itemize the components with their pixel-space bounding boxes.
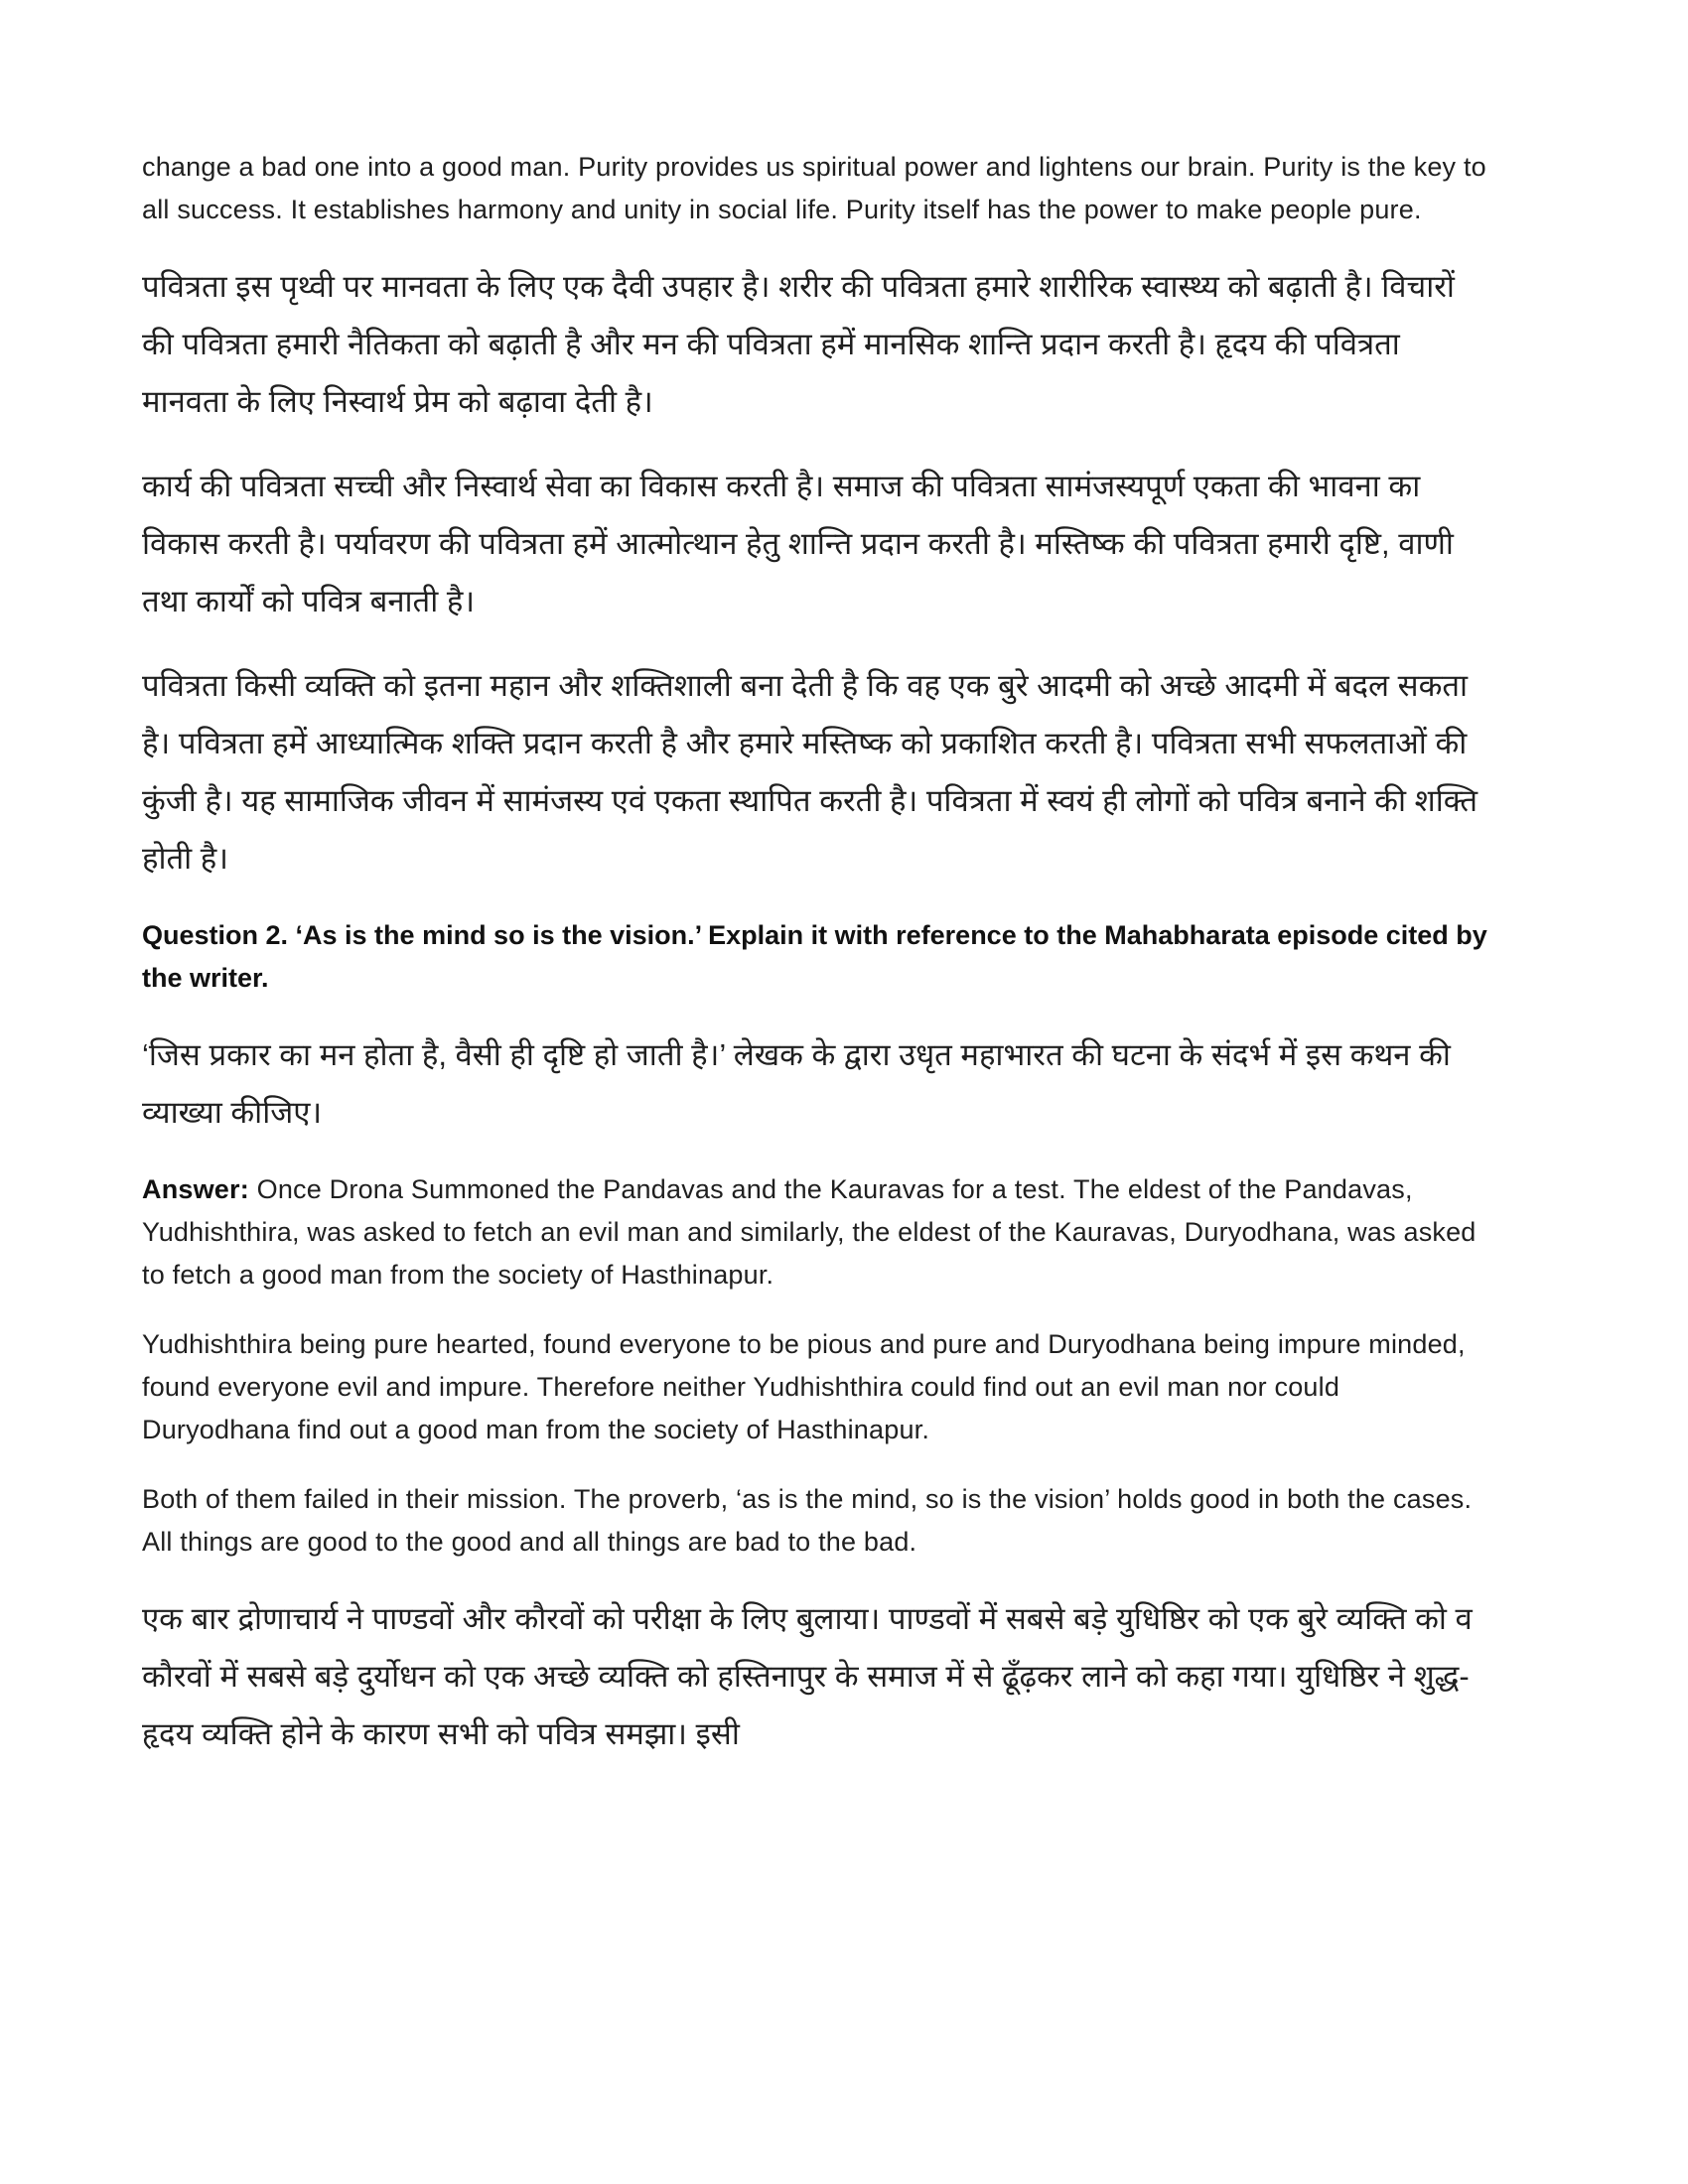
question-2-heading: Question 2. ‘As is the mind so is the vision.’ Explain it with reference to the Mahabharata episode cited by the writer. xyxy=(142,920,1487,993)
paragraph-english-3: Both of them failed in their mission. The proverb, ‘as is the mind, so is the vision’ holds good in both the cases. All things are good to the good and all things are bad to the bad. xyxy=(142,1484,1473,1557)
answer-label: Answer: xyxy=(142,1174,249,1204)
paragraph-hindi-2: कार्य की पवित्रता सच्ची और निस्वार्थ सेवा का विकास करती है। समाज की पवित्रता सामंजस्यपूर्ण एकता की भावना का विकास करती है। पर्यावरण की पवित्रता हमें आत्मोत्थान हेतु शान्ति प्रदान करती है। मस्तिष्क की पवित्रता हमारी दृष्टि, वाणी तथा कार्यों को पवित्र बनाती है। xyxy=(142,469,1454,618)
paragraph-hindi-question: ‘जिस प्रकार का मन होता है, वैसी ही दृष्टि हो जाती है।’ लेखक के द्वारा उधृत महाभारत की घटना के संदर्भ में इस कथन की व्याख्या कीजिए। xyxy=(142,1037,1451,1130)
answer-text: Once Drona Summoned the Pandavas and the Kauravas for a test. The eldest of the Pandavas, Yudhishthira, was asked to fetch an evil man and similarly, the eldest of the Kauravas, Duryodhana, was asked to fetch a good man from the society of Hasthinapur. xyxy=(142,1174,1477,1290)
paragraph-hindi-3: पवित्रता किसी व्यक्ति को इतना महान और शक्तिशाली बना देती है कि वह एक बुरे आदमी को अच्छे आदमी में बदल सकता है। पवित्रता हमें आध्यात्मिक शक्ति प्रदान करती है और हमारे मस्तिष्क को प्रकाशित करती है। पवित्रता सभी सफलताओं की कुंजी है। यह सामाजिक जीवन में सामंजस्य एवं एकता स्थापित करती है। पवित्रता में स्वयं ही लोगों को पवित्र बनाने की शक्ति होती है। xyxy=(142,668,1478,876)
paragraph-english-intro: change a bad one into a good man. Purity provides us spiritual power and lightens our brain. Purity is the key to all success. It establishes harmony and unity in social life. Purity itself has the power to make people pure. xyxy=(142,152,1486,224)
paragraph-hindi-1: पवित्रता इस पृथ्वी पर मानवता के लिए एक दैवी उपहार है। शरीर की पवित्रता हमारे शारीरिक स्वास्थ्य को बढ़ाती है। विचारों की पवित्रता हमारी नैतिकता को बढ़ाती है और मन की पवित्रता हमें मानसिक शान्ति प्रदान करती है। हृदय की पवित्रता मानवता के लिए निस्वार्थ प्रेम को बढ़ावा देती है। xyxy=(142,269,1455,419)
paragraph-hindi-4: एक बार द्रोणाचार्य ने पाण्डवों और कौरवों को परीक्षा के लिए बुलाया। पाण्डवों में सबसे बड़े युधिष्ठिर को एक बुरे व्यक्ति को व कौरवों में सबसे बड़े दुर्योधन को एक अच्छे व्यक्ति को हस्तिनापुर के समाज में से ढूँढ़कर लाने को कहा गया। युधिष्ठिर ने शुद्ध-हृदय व्यक्ति होने के कारण सभी को पवित्र समझा। इसी xyxy=(142,1601,1473,1751)
paragraph-english-2: Yudhishthira being pure hearted, found everyone to be pious and pure and Duryodhana being impure minded, found everyone evil and impure. Therefore neither Yudhishthira could find out an evil man nor could Duryodhana find out a good man from the society of Hasthinapur. xyxy=(142,1329,1466,1444)
document-page xyxy=(142,146,1492,1790)
paragraph-answer xyxy=(142,1168,1492,1297)
